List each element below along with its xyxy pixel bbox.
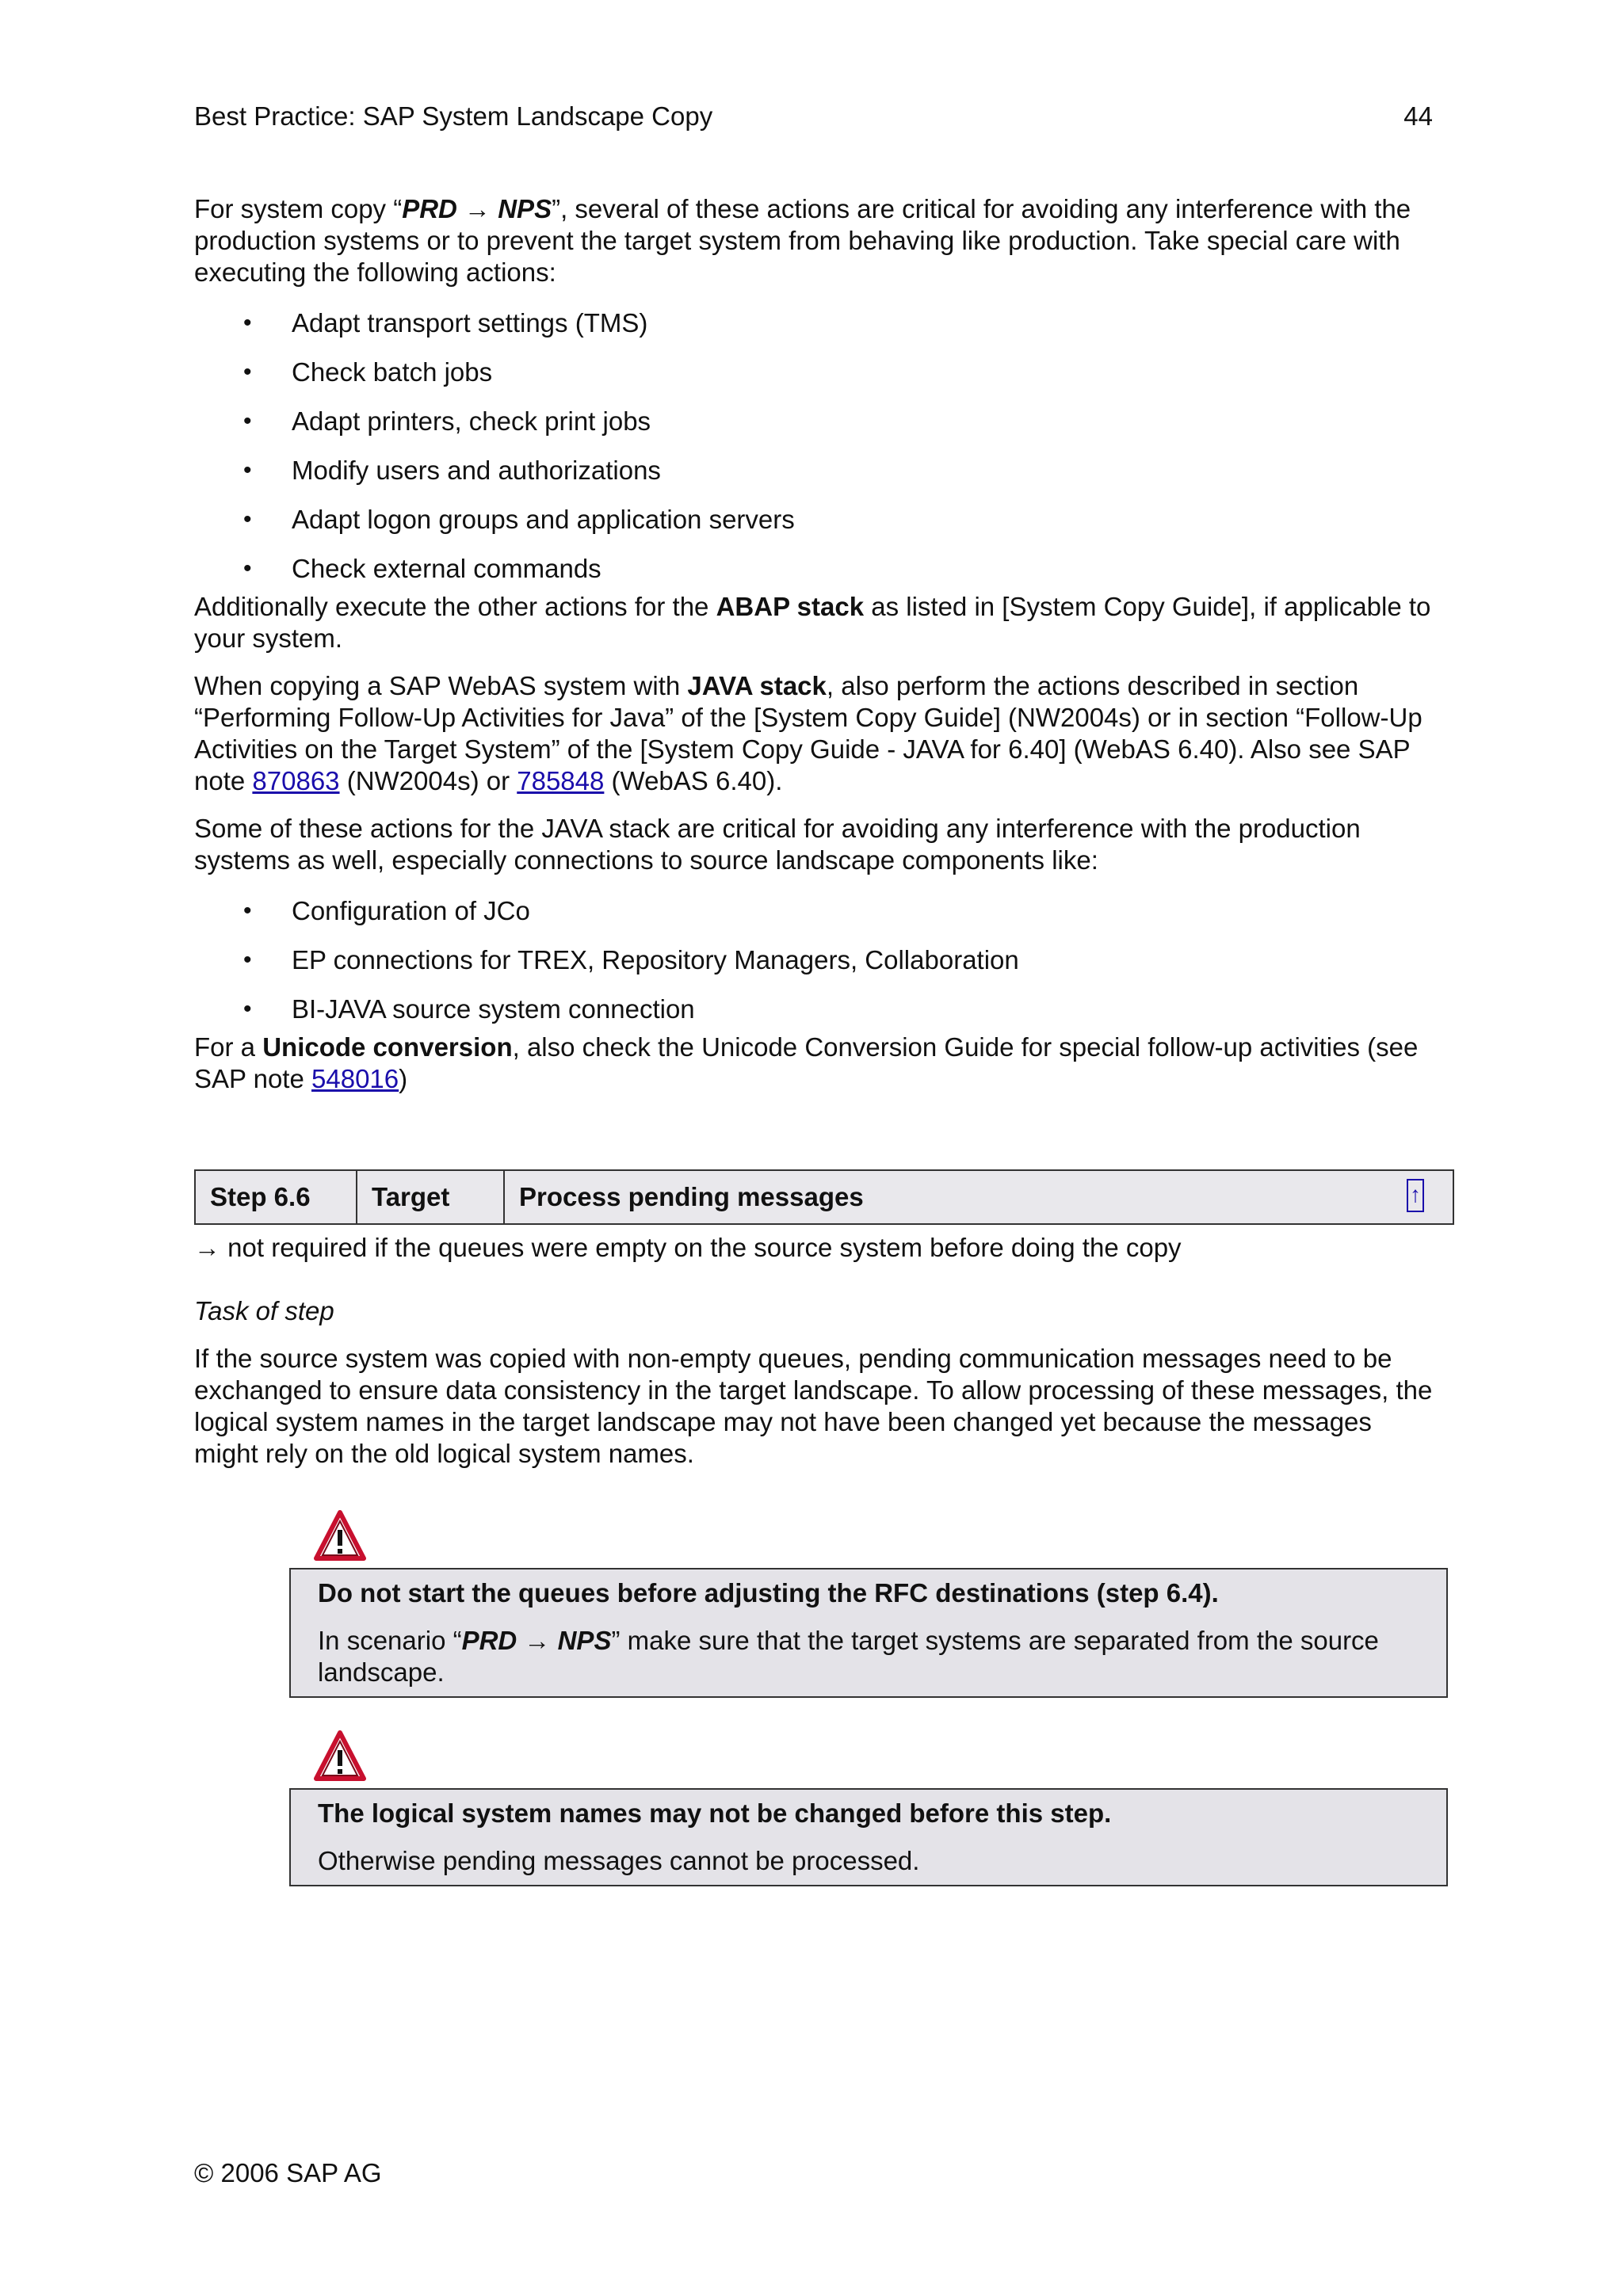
warning-box [289,1568,1448,1698]
task-paragraph: If the source system was copied with non-empty queues, pending communication messages need to be exchanged to ensure data consistency in the target landscape. To allow processing of these messages, the logical system names in the target landscape may not have been changed yet because the messages might rely on the old logical system names. [194,1344,1433,1468]
warning-text: Otherwise pending messages cannot be processed. [318,1846,920,1875]
list-item: • Adapt printers, check print jobs [194,406,1437,455]
main-text [194,193,1437,1095]
warning-text: In scenario “PRD → NPS” make sure that the target systems are separated from the source landscape. [318,1626,1379,1687]
list-item: • BI-JAVA source system connection [194,994,1437,1032]
abap-paragraph: Additionally execute the other actions for the ABAP stack as listed in [System Copy Guide], if applicable to your system. [194,592,1431,653]
page-header [194,101,1433,132]
list-item: • Adapt transport settings (TMS) [194,307,1437,357]
step-title: Process pending messages [519,1182,864,1211]
warning-title: The logical system names may not be changed before this step. [318,1798,1112,1828]
list-item: • Configuration of JCo [194,895,1437,944]
warning-title: Do not start the queues before adjusting the RFC destinations (step 6.4). [318,1578,1219,1608]
step-number: Step 6.6 [196,1171,357,1223]
sap-note-link[interactable]: 548016 [311,1064,399,1093]
arrow-up-icon[interactable]: ↑ [1407,1179,1424,1212]
sap-note-link[interactable]: 870863 [252,766,340,795]
warning-box [289,1788,1448,1886]
intro-paragraph: For system copy “PRD → NPS”, several of these actions are critical for avoiding any interference with the production systems or to prevent the target system from behaving like production. Take special care with executing the following actions: [194,194,1411,287]
list-item: • Check external commands [194,553,1437,591]
unicode-paragraph: For a Unicode conversion, also check the Unicode Conversion Guide for special follow-up activities (see SAP note 548016) [194,1032,1419,1093]
list-item: • Adapt logon groups and application servers [194,504,1437,553]
step-note: → not required if the queues were empty on the source system before doing the copy [194,1233,1182,1262]
warning-icon [314,1730,366,1782]
list-item: • Modify users and authorizations [194,455,1437,504]
list-item: • Check batch jobs [194,357,1437,406]
step-target: Target [357,1171,505,1223]
list-item: • EP connections for TREX, Repository Managers, Collaboration [194,944,1437,994]
header-title: Best Practice: SAP System Landscape Copy [194,101,713,131]
page-number: 44 [1403,101,1433,131]
warning-icon [314,1509,366,1562]
sap-note-link[interactable]: 785848 [517,766,605,795]
java-paragraph: When copying a SAP WebAS system with JAVA stack, also perform the actions described in section “Performing Follow-Up Activities for Java” of the [System Copy Guide] (NW2004s) or in section “Follow-Up Activities on the Target System” of the [System Copy Guide - JAVA for 6.40] (WebAS 6.40). Also see SAP note 870863 (NW2004s) or 785848 (WebAS 6.40). [194,671,1423,795]
task-heading: Task of step [194,1296,334,1325]
actions-list [194,307,1437,591]
java-items-list [194,895,1437,1032]
step-text [194,1232,1437,1470]
step-title-cell [505,1171,1453,1223]
step-table [194,1169,1454,1225]
page-footer: © 2006 SAP AG [194,2158,382,2187]
java-critical-paragraph: Some of these actions for the JAVA stack are critical for avoiding any interference with the production systems as well, especially connections to source landscape components like: [194,814,1361,875]
